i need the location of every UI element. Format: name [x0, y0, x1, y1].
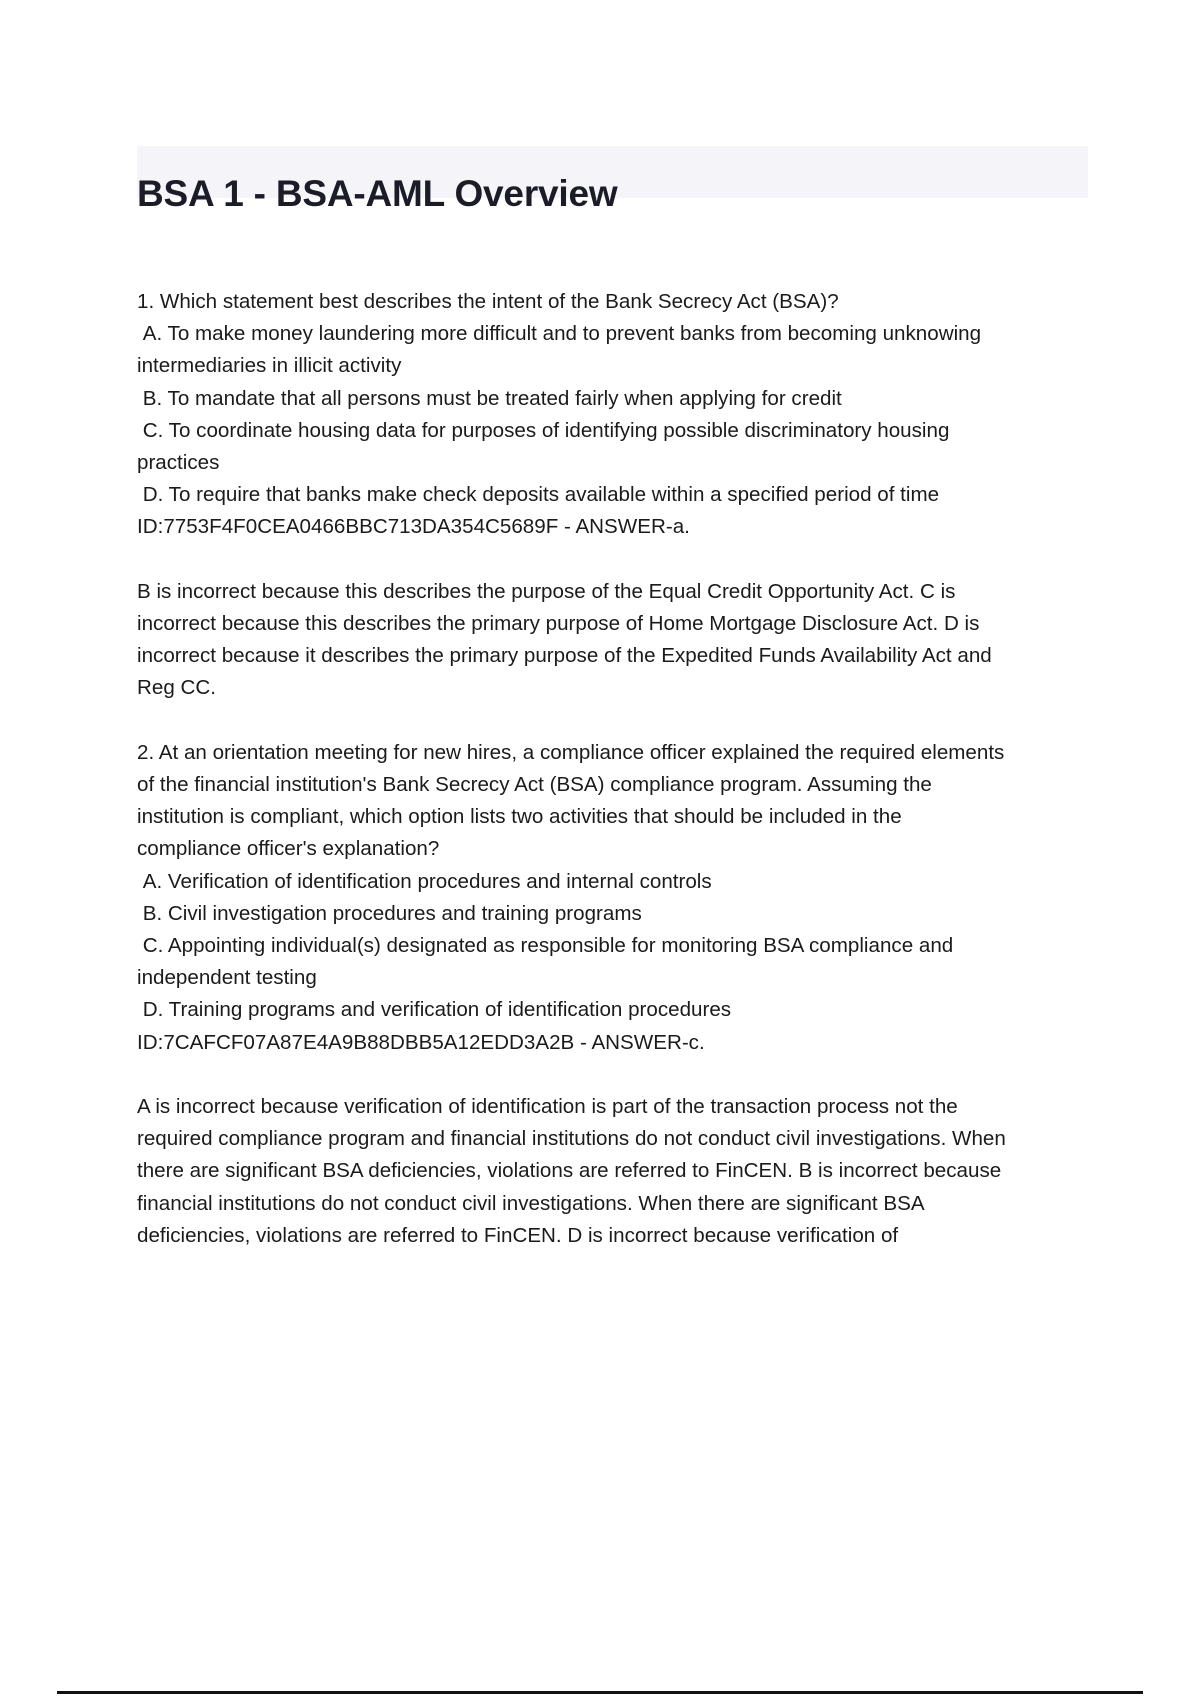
question-1-explanation: B is incorrect because this describes the purpose of the Equal Credit Opportunity Act. C is incorrect because this describes the primary purpose of Home Mortgage Disclosure Act. D is incorrect because it describes the primary purpose of the Expedited Funds Availability Act and Reg CC.: [137, 579, 998, 700]
footer-divider: [57, 1691, 1143, 1694]
question-1-option-a: A. To make money laundering more difficult and to prevent banks from becoming unknowing intermediaries in illicit activity: [137, 322, 987, 378]
question-block-2: [137, 737, 1009, 1059]
explanation-block-2: [137, 1091, 1012, 1252]
question-1-option-d: D. To require that banks make check deposits available within a specified period of time: [137, 483, 940, 507]
page-title: BSA 1 - BSA-AML Overview: [137, 172, 618, 214]
question-2-explanation: A is incorrect because verification of identification is part of the transaction process not the required compliance program and financial institutions do not conduct civil investigations. When there are significant BSA deficiencies, violations are referred to FinCEN. B is incorrect because financial institutions do not conduct civil investigations. When there are significant BSA deficiencies, violations are referred to FinCEN. D is incorrect because verification of: [137, 1095, 1012, 1247]
question-1-option-c: C. To coordinate housing data for purposes of identifying possible discriminatory housing practices: [137, 418, 956, 475]
question-1-option-b: B. To mandate that all persons must be treated fairly when applying for credit: [137, 386, 842, 410]
question-2-answer-line: ID:7CAFCF07A87E4A9B88DBB5A12EDD3A2B - ANSWER-c.: [137, 1030, 705, 1054]
question-1-stem: 1. Which statement best describes the intent of the Bank Secrecy Act (BSA)?: [137, 290, 839, 313]
question-block-1: [137, 286, 1009, 544]
question-2-option-c: C. Appointing individual(s) designated as responsible for monitoring BSA compliance and independent testing: [137, 934, 959, 990]
question-2-option-b: B. Civil investigation procedures and training programs: [137, 901, 642, 925]
document-body: [137, 286, 1012, 1252]
explanation-block-1: [137, 576, 1009, 705]
question-2-stem: 2. At an orientation meeting for new hires, a compliance officer explained the required elements of the financial institution's Bank Secrecy Act (BSA) compliance program. Assuming the institution is compliant, which option lists two activities that should be included in the compliance officer's explanation?: [137, 740, 1011, 861]
question-2-option-a: A. Verification of identification procedures and internal controls: [137, 869, 712, 893]
question-2-option-d: D. Training programs and verification of identification procedures: [137, 998, 732, 1022]
question-1-answer-line: ID:7753F4F0CEA0466BBC713DA354C5689F - ANSWER-a.: [137, 515, 690, 539]
